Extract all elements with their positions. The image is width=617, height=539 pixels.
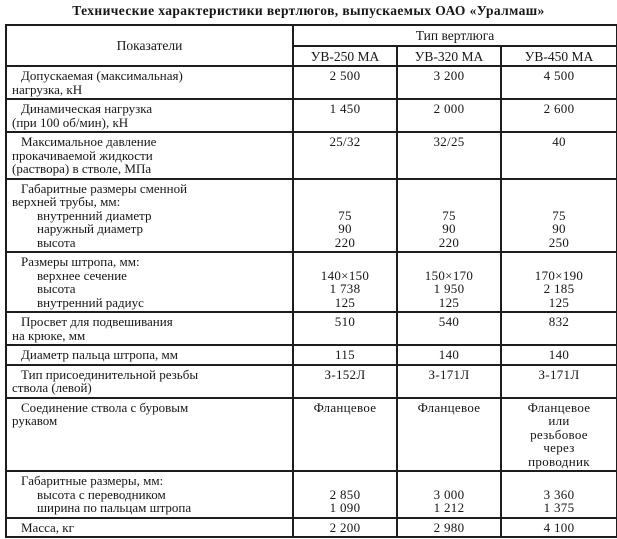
row-value: 75 90 220: [293, 179, 397, 253]
row-value: 25/32: [293, 132, 397, 179]
spec-table-body: [6, 66, 617, 537]
col-header-pokazateli: Показатели: [6, 25, 293, 66]
header-row-top: [6, 25, 617, 46]
table-row: [6, 312, 617, 345]
row-label: Допускаемая (максимальная) нагрузка, кН: [6, 66, 293, 99]
row-value: 2 200: [293, 518, 397, 538]
row-value: 150×170 1 950 125: [397, 252, 501, 312]
row-label: Соединение ствола с буровым рукавом: [6, 398, 293, 472]
row-value: 140: [501, 345, 617, 365]
row-value: 2 600: [501, 99, 617, 132]
row-value: З-152Л: [293, 365, 397, 398]
row-label: Просвет для подвешивания на крюке, мм: [6, 312, 293, 345]
col-header-uv-250: УВ-250 МА: [293, 46, 397, 67]
table-row: [6, 179, 617, 253]
spec-table-header: [6, 25, 617, 66]
spec-table: [5, 24, 617, 538]
col-header-uv-320: УВ-320 МА: [397, 46, 501, 67]
row-value: 2 500: [293, 66, 397, 99]
row-label: Габаритные размеры сменной верхней трубы, мм: внутренний диаметр наружный диаметр высота: [6, 179, 293, 253]
row-label: Масса, кг: [6, 518, 293, 538]
row-label: Максимальное давление прокачиваемой жидкости (раствора) в стволе, МПа: [6, 132, 293, 179]
row-value: Фланцевое: [397, 398, 501, 472]
row-value: 170×190 2 185 125: [501, 252, 617, 312]
table-row: [6, 471, 617, 518]
table-row: [6, 66, 617, 99]
row-value: 115: [293, 345, 397, 365]
row-value: 2 000: [397, 99, 501, 132]
row-label: Динамическая нагрузка (при 100 об/мин), кН: [6, 99, 293, 132]
row-value: 832: [501, 312, 617, 345]
row-value: 3 000 1 212: [397, 471, 501, 518]
row-value: 3 200: [397, 66, 501, 99]
row-label: Размеры штропа, мм: верхнее сечение высота внутренний радиус: [6, 252, 293, 312]
row-value: 2 980: [397, 518, 501, 538]
col-header-type-group: Тип вертлюга: [293, 25, 617, 46]
row-value: 75 90 250: [501, 179, 617, 253]
row-value: Фланцевое: [293, 398, 397, 472]
table-row: [6, 398, 617, 472]
row-value: 1 450: [293, 99, 397, 132]
row-value: 32/25: [397, 132, 501, 179]
page-title: Технические характеристики вертлюгов, выпускаемых ОАО «Уралмаш»: [72, 3, 545, 18]
table-row: [6, 345, 617, 365]
row-label: Диаметр пальца штропа, мм: [6, 345, 293, 365]
row-value: 510: [293, 312, 397, 345]
row-value: 140×150 1 738 125: [293, 252, 397, 312]
table-row: [6, 518, 617, 538]
row-value: 2 850 1 090: [293, 471, 397, 518]
row-value: 4 100: [501, 518, 617, 538]
row-value: З-171Л: [501, 365, 617, 398]
row-value: 4 500: [501, 66, 617, 99]
table-row: [6, 252, 617, 312]
table-row: [6, 132, 617, 179]
table-row: [6, 365, 617, 398]
row-value: 540: [397, 312, 501, 345]
row-value: Фланцевое или резьбовое через проводник: [501, 398, 617, 472]
row-value: 40: [501, 132, 617, 179]
row-value: 140: [397, 345, 501, 365]
row-label: Габаритные размеры, мм: высота с переводником ширина по пальцам штропа: [6, 471, 293, 518]
table-row: [6, 99, 617, 132]
col-header-uv-450: УВ-450 МА: [501, 46, 617, 67]
row-label: Тип присоединительной резьбы ствола (левой): [6, 365, 293, 398]
row-value: 3 360 1 375: [501, 471, 617, 518]
row-value: 75 90 220: [397, 179, 501, 253]
row-value: З-171Л: [397, 365, 501, 398]
